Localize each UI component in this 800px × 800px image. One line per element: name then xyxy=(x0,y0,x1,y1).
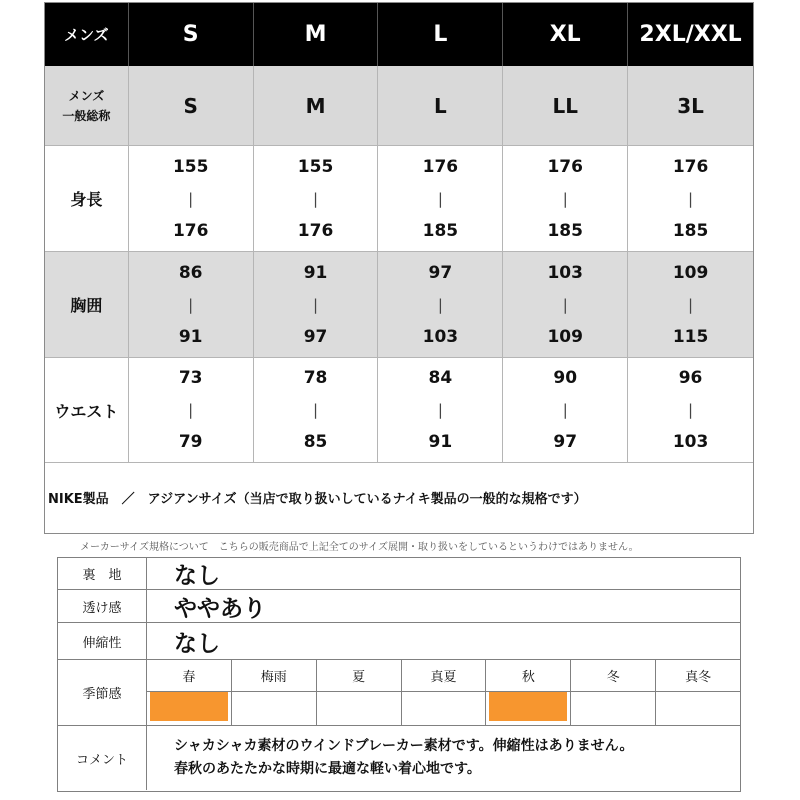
height-range xyxy=(503,146,628,252)
season-name: 春 xyxy=(147,660,231,692)
range-min: 73 xyxy=(178,368,203,388)
range-min: 155 xyxy=(297,156,334,177)
height-label: 身長 xyxy=(45,146,129,252)
lining-row xyxy=(58,558,740,590)
general-label-line1: メンズ xyxy=(68,88,105,103)
range-max: 103 xyxy=(672,432,709,452)
size-header-row xyxy=(45,3,753,66)
waist-range xyxy=(503,358,628,463)
season-label: 季節感 xyxy=(58,660,147,725)
general-size: LL xyxy=(503,66,628,146)
range-separator: | xyxy=(188,295,194,314)
season-midwinter xyxy=(656,660,740,725)
chest-range xyxy=(378,252,503,358)
range-min: 84 xyxy=(428,368,453,388)
chest-range xyxy=(628,252,753,358)
range-min: 176 xyxy=(672,156,709,177)
range-min: 103 xyxy=(547,262,583,283)
general-size-row xyxy=(45,66,753,146)
lining-value: なし xyxy=(174,563,220,589)
range-max: 109 xyxy=(547,326,583,347)
transparency-row xyxy=(58,590,740,623)
range-separator: | xyxy=(688,295,694,314)
range-separator: | xyxy=(313,189,319,208)
general-label xyxy=(45,66,129,146)
height-row xyxy=(45,146,753,252)
season-spring xyxy=(147,660,232,725)
range-min: 155 xyxy=(172,156,209,177)
comment-label: コメント xyxy=(58,726,147,790)
range-max: 176 xyxy=(172,220,209,241)
comment-text xyxy=(174,726,633,790)
range-min: 90 xyxy=(553,368,578,388)
header-label: メンズ xyxy=(45,3,129,66)
range-min: 97 xyxy=(428,262,453,283)
size-l: L xyxy=(378,3,503,66)
range-max: 185 xyxy=(672,220,709,241)
comment-row xyxy=(58,726,740,790)
range-min: 176 xyxy=(547,156,583,177)
range-min: 176 xyxy=(422,156,459,177)
stretch-label: 伸縮性 xyxy=(58,623,147,659)
range-max: 91 xyxy=(178,326,203,347)
range-separator: | xyxy=(562,295,568,314)
season-midsummer xyxy=(402,660,487,725)
transparency-value: ややあり xyxy=(174,595,266,622)
general-size: S xyxy=(129,66,254,146)
waist-row xyxy=(45,358,753,463)
range-separator: | xyxy=(188,189,194,208)
range-min: 86 xyxy=(178,262,203,283)
range-min: 109 xyxy=(672,262,709,283)
stretch-value: なし xyxy=(174,630,220,657)
waist-label: ウエスト xyxy=(45,358,129,463)
range-separator: | xyxy=(313,401,319,419)
range-separator: | xyxy=(688,189,694,208)
general-label-line2: 一般総称 xyxy=(62,108,111,123)
range-max: 176 xyxy=(297,220,334,241)
size-table xyxy=(44,2,754,462)
range-separator: | xyxy=(437,401,443,419)
range-separator: | xyxy=(688,401,694,419)
season-grid xyxy=(147,660,740,725)
season-winter xyxy=(571,660,656,725)
waist-range xyxy=(378,358,503,463)
range-max: 103 xyxy=(422,326,459,347)
maker-size-disclaimer: メーカーサイズ規格について こちらの販売商品で上記全てのサイズ展開・取り扱いをしているというわけではありません。 xyxy=(80,542,639,553)
lining-label: 裏 地 xyxy=(58,558,147,589)
waist-range xyxy=(129,358,254,463)
comment-line-2: 春秋のあたたかな時期に最適な軽い着心地です。 xyxy=(174,761,481,777)
height-range xyxy=(628,146,753,252)
season-name: 冬 xyxy=(571,660,655,692)
chest-range xyxy=(254,252,379,358)
range-separator: | xyxy=(188,401,194,419)
season-indicator xyxy=(150,692,228,721)
size-xl: XL xyxy=(503,3,628,66)
season-row xyxy=(58,660,740,726)
season-indicator xyxy=(405,692,483,721)
height-range xyxy=(129,146,254,252)
transparency-label: 透け感 xyxy=(58,590,147,622)
general-size: L xyxy=(378,66,503,146)
range-max: 79 xyxy=(178,432,203,452)
season-name: 夏 xyxy=(317,660,401,692)
size-m: M xyxy=(254,3,379,66)
range-max: 85 xyxy=(303,432,328,452)
chest-row xyxy=(45,252,753,358)
season-indicator xyxy=(235,692,313,721)
season-name: 真夏 xyxy=(402,660,486,692)
season-rainy xyxy=(232,660,317,725)
range-min: 78 xyxy=(303,368,328,388)
product-attributes-table xyxy=(57,557,741,792)
size-standard-note: NIKE製品 ／ アジアンサイズ（当店で取り扱いしているナイキ製品の一般的な規格です） xyxy=(48,492,587,507)
season-summer xyxy=(317,660,402,725)
height-range xyxy=(378,146,503,252)
waist-range xyxy=(254,358,379,463)
range-max: 97 xyxy=(303,326,328,347)
season-name: 梅雨 xyxy=(232,660,316,692)
size-s: S xyxy=(129,3,254,66)
season-name: 真冬 xyxy=(656,660,740,692)
range-separator: | xyxy=(437,295,443,314)
stretch-row xyxy=(58,623,740,660)
range-max: 185 xyxy=(547,220,583,241)
range-max: 115 xyxy=(672,326,709,347)
range-min: 96 xyxy=(678,368,703,388)
size-note-box xyxy=(44,462,754,534)
season-indicator xyxy=(320,692,398,721)
general-size: M xyxy=(254,66,379,146)
season-indicator xyxy=(659,692,737,721)
range-separator: | xyxy=(313,295,319,314)
general-size: 3L xyxy=(628,66,753,146)
season-indicator xyxy=(489,692,567,721)
range-min: 91 xyxy=(303,262,328,283)
chest-range xyxy=(129,252,254,358)
range-separator: | xyxy=(437,189,443,208)
season-indicator xyxy=(574,692,652,721)
chest-label: 胸囲 xyxy=(45,252,129,358)
range-max: 97 xyxy=(553,432,578,452)
range-separator: | xyxy=(562,401,568,419)
chest-range xyxy=(503,252,628,358)
size-2xl: 2XL/XXL xyxy=(639,22,742,47)
height-range xyxy=(254,146,379,252)
range-max: 185 xyxy=(422,220,459,241)
season-autumn xyxy=(486,660,571,725)
range-max: 91 xyxy=(428,432,453,452)
waist-range xyxy=(628,358,753,463)
season-name: 秋 xyxy=(486,660,570,692)
range-separator: | xyxy=(562,189,568,208)
comment-line-1: シャカシャカ素材のウインドブレーカー素材です。伸縮性はありません。 xyxy=(174,738,634,754)
